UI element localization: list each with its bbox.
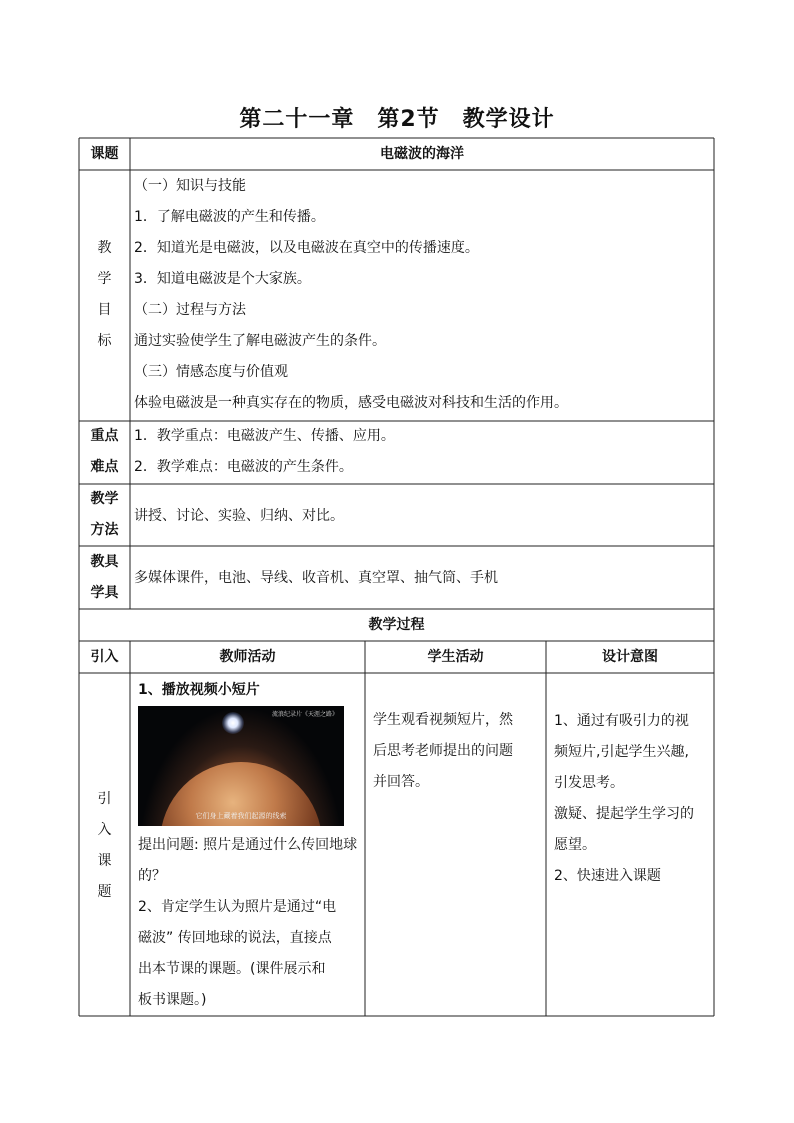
teacher-line: 磁波” 传回地球的说法，直接点 bbox=[138, 930, 332, 946]
topic-value: 电磁波的海洋 bbox=[380, 146, 464, 162]
stage-label-char: 课 bbox=[97, 853, 112, 869]
objectives-label-char: 教 bbox=[97, 240, 112, 256]
objectives-label-char: 标 bbox=[97, 333, 112, 349]
keypoints-label-line: 难点 bbox=[90, 459, 119, 475]
keypoints-label-line: 重点 bbox=[90, 428, 119, 444]
teacher-line: 的？ bbox=[138, 868, 166, 884]
page-title: 第二十一章 第2节 教学设计 bbox=[239, 107, 555, 132]
keypoint-line: 2．教学难点：电磁波的产生条件。 bbox=[134, 459, 353, 475]
video-caption: 它们身上藏着我们起源的线索 bbox=[195, 812, 287, 820]
tools-label-line: 学具 bbox=[90, 585, 119, 601]
objective-line: 通过实验使学生了解电磁波产生的条件。 bbox=[134, 333, 386, 349]
keypoint-line: 1．教学重点：电磁波产生、传播、应用。 bbox=[134, 428, 395, 444]
objective-line: 1．了解电磁波的产生和传播。 bbox=[134, 209, 325, 225]
process-heading: 教学过程 bbox=[368, 617, 425, 633]
video-thumbnail[interactable] bbox=[138, 706, 344, 826]
objective-line: 2．知道光是电磁波，以及电磁波在真空中的传播速度。 bbox=[134, 240, 479, 256]
column-header-student: 学生活动 bbox=[427, 649, 484, 665]
student-line: 后思考老师提出的问题 bbox=[373, 743, 513, 759]
objective-line: （一）知识与技能 bbox=[134, 178, 246, 194]
teacher-line: 出本节课的课题。(课件展示和 bbox=[138, 961, 326, 977]
objectives-label-char: 学 bbox=[97, 271, 112, 287]
objectives-label-char: 目 bbox=[97, 302, 112, 318]
intent-line: 引发思考。 bbox=[554, 775, 624, 791]
methods-label-line: 方法 bbox=[90, 522, 119, 538]
stage-label-char: 入 bbox=[97, 822, 112, 838]
column-header-intent: 设计意图 bbox=[602, 649, 658, 665]
topic-label: 课题 bbox=[90, 146, 119, 162]
objective-line: 3．知道电磁波是个大家族。 bbox=[134, 271, 311, 287]
objective-line: 体验电磁波是一种真实存在的物质，感受电磁波对科技和生活的作用。 bbox=[134, 395, 568, 411]
tools-value: 多媒体课件，电池、导线、收音机、真空罩、抽气筒、手机 bbox=[134, 570, 498, 586]
intent-line: 激疑、提起学生学习的 bbox=[554, 806, 694, 822]
column-header-teacher: 教师活动 bbox=[219, 649, 276, 665]
teacher-line: 板书课题。) bbox=[138, 992, 207, 1008]
video-tag: 流浪纪录片《天涯之路》 bbox=[271, 711, 338, 718]
intent-line: 2、快速进入课题 bbox=[554, 868, 661, 884]
stage-label-char: 题 bbox=[97, 884, 112, 900]
column-header-stage: 引入 bbox=[90, 649, 119, 665]
intent-line: 愿望。 bbox=[554, 837, 596, 853]
teacher-line: 2、肯定学生认为照片是通过“电 bbox=[138, 899, 337, 915]
objective-line: （三）情感态度与价值观 bbox=[134, 364, 288, 380]
tools-label-line: 教具 bbox=[90, 554, 119, 570]
student-line: 学生观看视频短片，然 bbox=[373, 712, 513, 728]
methods-value: 讲授、讨论、实验、归纳、对比。 bbox=[134, 508, 344, 524]
objective-line: （二）过程与方法 bbox=[134, 302, 246, 318]
methods-label-line: 教学 bbox=[90, 491, 119, 507]
intent-line: 频短片,引起学生兴趣, bbox=[554, 744, 689, 760]
teacher-step1: 1、播放视频小短片 bbox=[138, 682, 260, 698]
teacher-line: 提出问题: 照片是通过什么传回地球 bbox=[138, 837, 358, 853]
intent-line: 1、通过有吸引力的视 bbox=[554, 713, 689, 729]
sun-glow bbox=[222, 712, 244, 734]
student-line: 并回答。 bbox=[373, 774, 429, 790]
stage-label-char: 引 bbox=[97, 791, 112, 807]
